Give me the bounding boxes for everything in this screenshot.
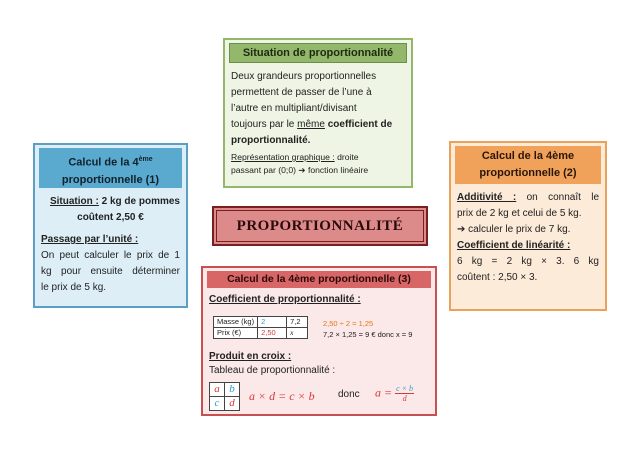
card-4eme-proportionnelle-3 — [201, 266, 437, 416]
card-4eme-proportionnelle-1 — [33, 143, 188, 308]
graph-note: Représentation graphique : droite passant par (0;0) ➔ fonction linéaire — [231, 152, 369, 175]
main-title-box — [212, 206, 428, 246]
card-4eme-proportionnelle-2 — [449, 141, 607, 311]
text-line: toujours par le même coefficient de — [231, 119, 393, 130]
card-body: Additivité : on connaît le prix de 2 kg et celui de 5 kg. ➔ calculer le prix de 7 kg. Coefficient de linéarité : 6 kg = 2 kg × 3. 6 kg coûtent : 2,50 × 3. — [457, 192, 600, 283]
text-line: Deux grandeurs proportionnelles — [231, 71, 377, 82]
card-title: Situation de proportionnalité — [229, 43, 407, 63]
cross-grid: a b c d — [209, 382, 240, 411]
card-situation-proportionnalite — [223, 38, 413, 188]
text-line: proportionnalité. — [231, 135, 311, 146]
situation: Situation : 2 kg de pommes — [49, 196, 180, 207]
card-body: Coefficient de proportionnalité : — [209, 294, 361, 305]
donc-label: donc — [338, 389, 360, 400]
text-line: l’autre en multipliant/divisant — [231, 103, 357, 114]
card-body — [225, 63, 411, 177]
calc-note-2: 7,2 × 1,25 = 9 € donc x = 9 — [323, 330, 413, 339]
passage-label: Passage par l’unité : — [41, 234, 139, 245]
card-title: Calcul de la 4ème proportionnelle (1) — [39, 148, 182, 188]
page-title: PROPORTIONNALITÉ — [216, 210, 424, 242]
cross-product-section: Produit en croix : Tableau de proportionnalité : — [209, 351, 336, 376]
calc-note-1: 2,50 ÷ 2 = 1,25 — [323, 319, 374, 328]
proportion-table: Masse (kg) 2 7,2 Prix (€) 2,50 x — [213, 316, 308, 339]
cross-product-formula: a × d = c × b — [249, 389, 315, 403]
card-body: Situation : 2 kg de pommes coûtent 2,50 € Passage par l’unité : On peut calculer le prix de 1 kg pour ensuite déterminer le prix de 5 kg. — [41, 196, 180, 293]
text-line: permettent de passer de l’une à — [231, 87, 372, 98]
card-title: Calcul de la 4ème proportionnelle (2) — [455, 146, 601, 184]
card-title: Calcul de la 4ème proportionnelle (3) — [207, 271, 431, 288]
solve-formula: a = $\frac{c \times b}{d}$ — [375, 384, 414, 403]
